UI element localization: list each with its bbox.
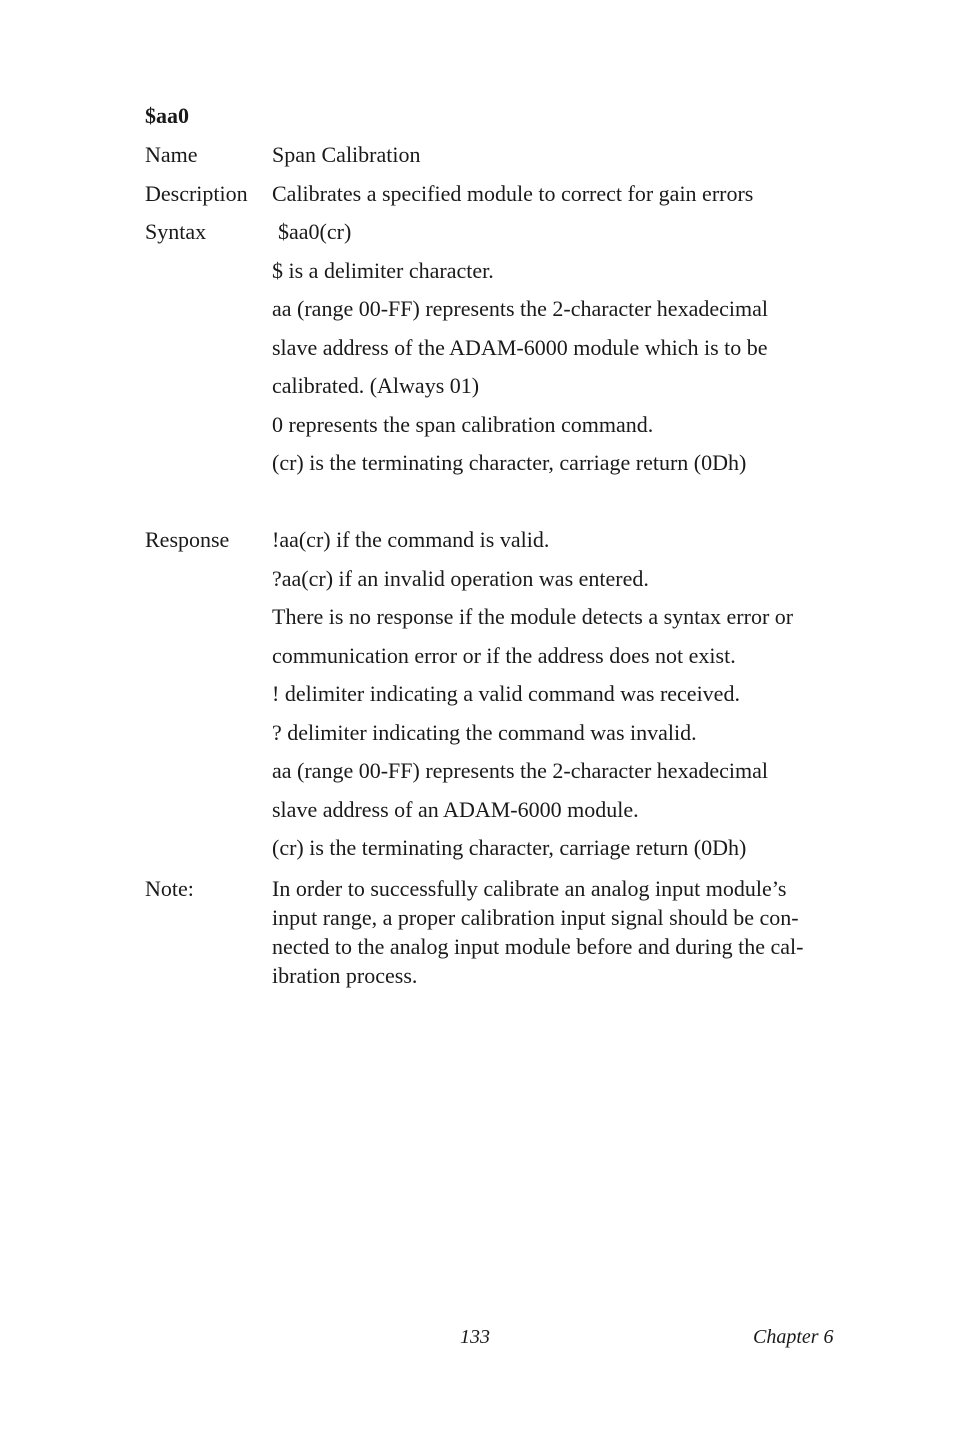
note-line: nected to the analog input module before and during the cal-: [272, 933, 804, 959]
description-row: [145, 175, 865, 214]
chapter-label: Chapter 6: [753, 1326, 834, 1348]
syntax-line: (cr) is the terminating character, carriage return (0Dh): [272, 450, 747, 475]
syntax-label: Syntax: [145, 219, 207, 244]
response-line: (cr) is the terminating character, carriage return (0Dh): [272, 835, 747, 860]
command-reference-section: [145, 100, 865, 990]
response-label: Response: [145, 527, 230, 552]
description-value: Calibrates a specified module to correct for gain errors: [272, 180, 754, 206]
response-row: [145, 521, 865, 868]
syntax-line: 0 represents the span calibration command.: [272, 411, 654, 437]
note-line: ibration process.: [272, 962, 418, 988]
description-label: Description: [145, 180, 248, 206]
note-row: [145, 874, 865, 990]
syntax-line: aa (range 00-FF) represents the 2-character hexadecimal: [272, 296, 768, 321]
note-label: Note:: [145, 875, 194, 901]
syntax-line: $aa0(cr): [278, 219, 352, 244]
syntax-line: slave address of the ADAM-6000 module which is to be: [272, 334, 768, 360]
response-line: communication error or if the address does not exist.: [272, 642, 736, 668]
response-line: ?aa(cr) if an invalid operation was entered.: [272, 565, 649, 591]
response-line: There is no response if the module detects a syntax error or: [272, 604, 794, 629]
response-line: ? delimiter indicating the command was invalid.: [272, 719, 697, 745]
name-label: Name: [145, 142, 198, 167]
response-line: slave address of an ADAM-6000 module.: [272, 796, 639, 822]
note-line: In order to successfully calibrate an analog input module’s: [272, 875, 787, 901]
note-line: input range, a proper calibration input signal should be con-: [272, 904, 799, 930]
name-row: [145, 136, 865, 175]
response-line: ! delimiter indicating a valid command was received.: [272, 681, 740, 706]
name-value: Span Calibration: [272, 142, 421, 167]
syntax-line: $ is a delimiter character.: [272, 257, 494, 283]
page-number: 133: [460, 1326, 490, 1348]
section-spacer: [145, 483, 865, 522]
syntax-row: [145, 213, 865, 483]
response-line: !aa(cr) if the command is valid.: [272, 527, 550, 552]
syntax-line: calibrated. (Always 01): [272, 373, 480, 398]
command-title: $aa0: [145, 103, 189, 128]
response-line: aa (range 00-FF) represents the 2-character hexadecimal: [272, 758, 768, 783]
